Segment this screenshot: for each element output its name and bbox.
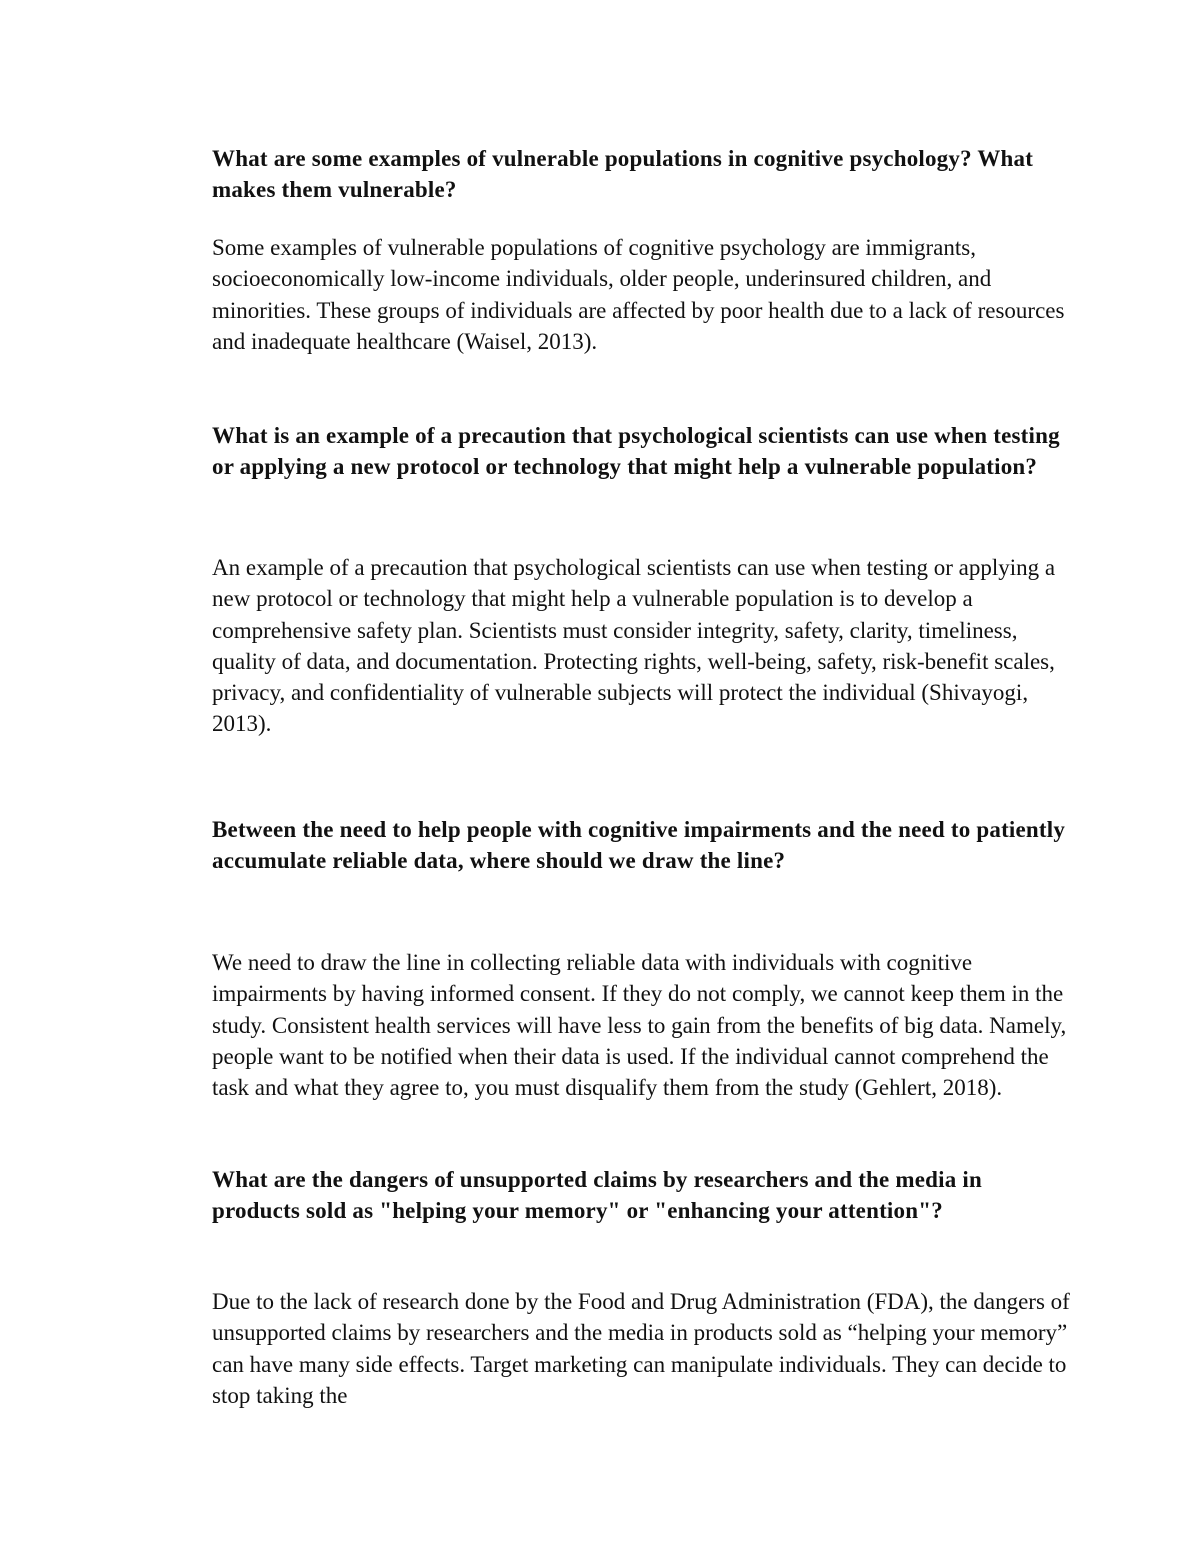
answer-2-paragraph: An example of a precaution that psychological scientists can use when testing or applying a new protocol or technology that might help a vulnerable population is to develop a comprehensive safety plan. Scientists must consider integrity, safety, clarity, timeliness, quality of data, and documentation. Protecting rights, well-being, safety, risk-benefit scales, privacy, and confidentiality of vulnerable subjects will protect the individual (Shivayogi, 2013). xyxy=(212,555,1056,737)
question-1-heading: What are some examples of vulnerable populations in cognitive psychology? What makes them vulnerable? xyxy=(212,146,1034,203)
answer-4-paragraph: Due to the lack of research done by the Food and Drug Administration (FDA), the dangers of unsupported claims by researchers and the media in products sold as “helping your memory” can have many side effects. Target marketing can manipulate individuals. They can decide to stop taking the xyxy=(212,1289,1070,1408)
answer-3-paragraph: We need to draw the line in collecting reliable data with individuals with cognitive impairments by having informed consent. If they do not comply, we cannot keep them in the study. Consistent health services will have less to gain from the benefits of big data. Namely, people want to be notified when their data is used. If the individual cannot comprehend the task and what they agree to, you must disqualify them from the study (Gehlert, 2018). xyxy=(212,950,1067,1101)
question-2-heading: What is an example of a precaution that psychological scientists can use when testing or applying a new protocol or technology that might help a vulnerable population? xyxy=(212,423,1060,480)
answer-1-paragraph: Some examples of vulnerable populations of cognitive psychology are immigrants, socioeconomically low-income individuals, older people, underinsured children, and minorities. These groups of individuals are affected by poor health due to a lack of resources and inadequate healthcare (Waisel, 2013). xyxy=(212,235,1065,354)
question-3-heading: Between the need to help people with cognitive impairments and the need to patiently accumulate reliable data, where should we draw the line? xyxy=(212,817,1066,874)
question-4-heading: What are the dangers of unsupported claims by researchers and the media in products sold as "helping your memory" or "enhancing your attention"? xyxy=(212,1167,982,1224)
